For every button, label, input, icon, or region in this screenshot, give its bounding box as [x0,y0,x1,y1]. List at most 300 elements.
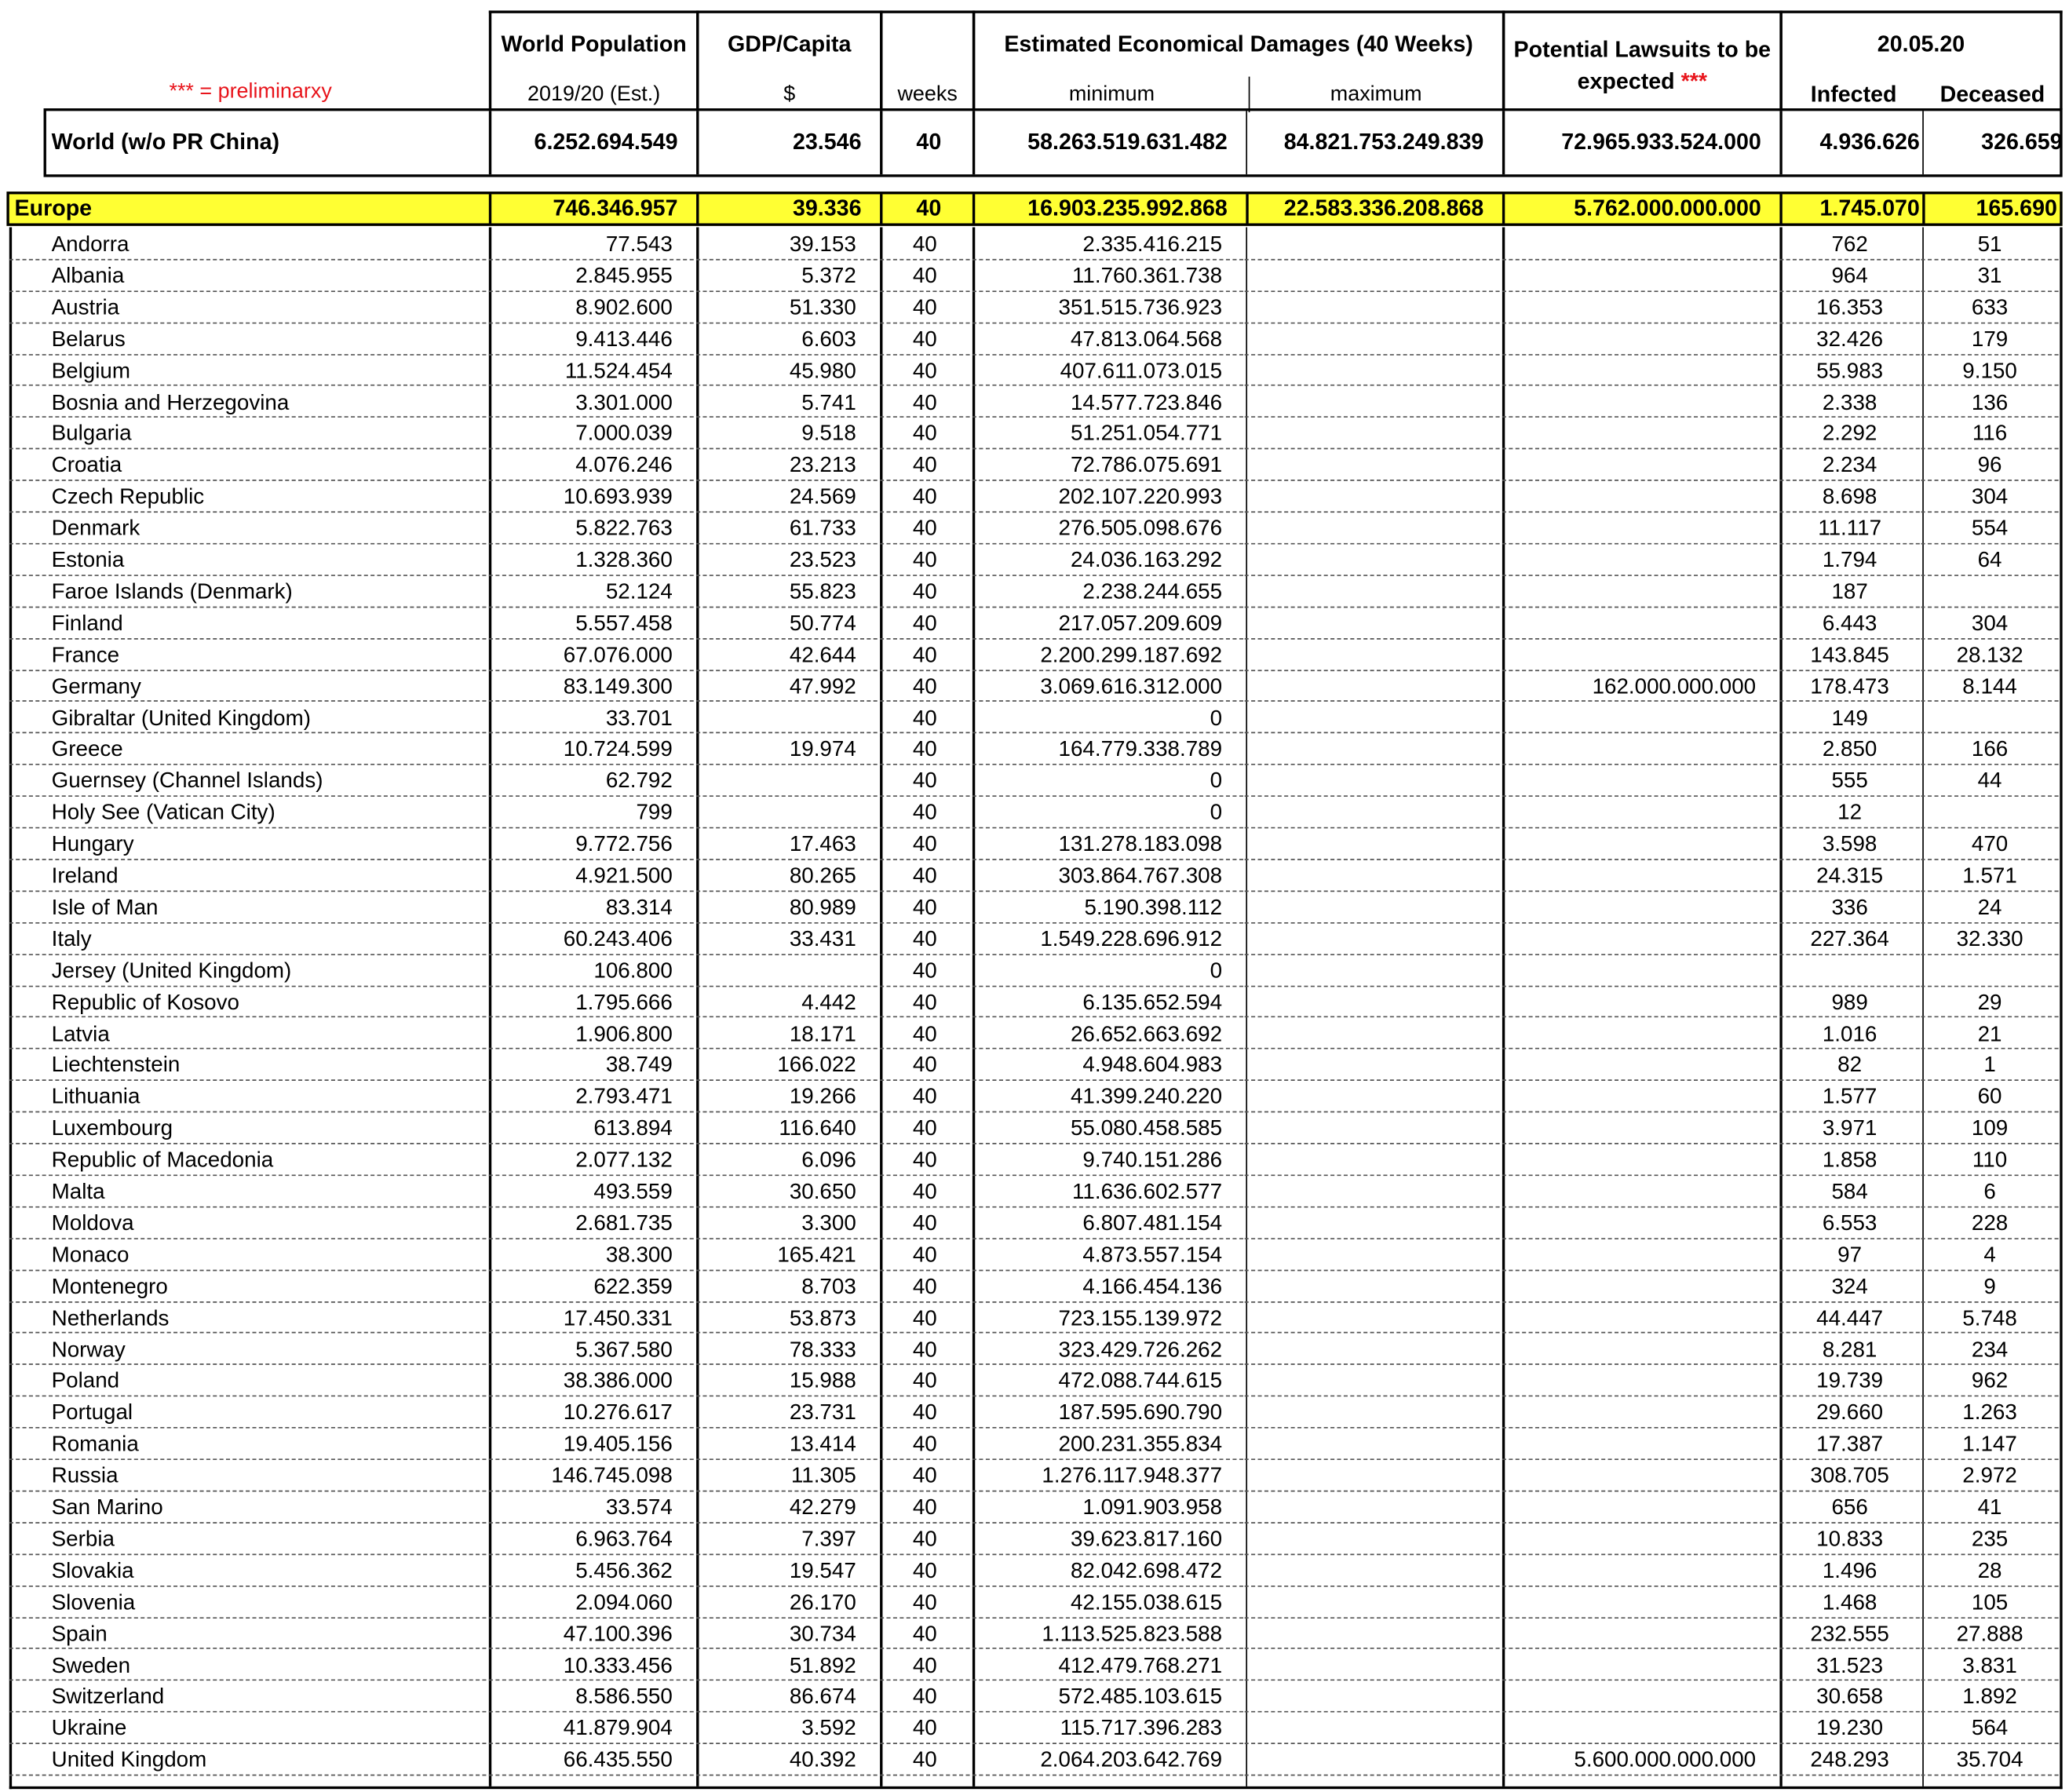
cell-infected [1779,954,1919,986]
table-row [9,734,2061,765]
cell-lawsuits [1502,1176,1777,1207]
cell-gdp [696,954,878,986]
cell-min: 39.623.817.160 [972,1524,1243,1555]
cell-gdp: 30.650 [696,1176,878,1207]
cell-lawsuits [1502,1018,1777,1049]
table-row [9,1681,2061,1713]
cell-weeks: 40 [880,1491,969,1523]
cell-population: 6.963.764 [489,1524,694,1555]
cell-deceased: 29 [1921,987,2059,1018]
cell-population: 2.094.060 [489,1586,694,1618]
cell-population: 38.749 [489,1049,694,1081]
cell-deceased: 41 [1921,1491,2059,1523]
cell-min: 24.036.163.292 [972,545,1243,576]
europe-gdp: 39.336 [792,195,862,221]
cell-min: 0 [972,703,1243,734]
cell-infected: 82 [1779,1049,1919,1081]
cell-infected: 6.443 [1779,608,1919,639]
cell-weeks: 40 [880,228,969,260]
cell-max [1245,1018,1500,1049]
cell-infected: 324 [1779,1271,1919,1302]
cell-weeks: 40 [880,670,969,702]
world-name: World (w/o PR China) [51,129,280,155]
world-gdp: 23.546 [792,129,862,155]
cell-infected: 1.858 [1779,1144,1919,1176]
cell-gdp: 8.703 [696,1271,878,1302]
cell-population: 1.906.800 [489,1018,694,1049]
cell-lawsuits [1502,923,1777,954]
cell-name: Italy [9,923,487,954]
cell-deceased: 31 [1921,260,2059,291]
cell-infected: 6.553 [1779,1207,1919,1239]
cell-min: 0 [972,797,1243,828]
cell-name: Slovenia [9,1586,487,1618]
header-lawsuits [1502,10,1783,109]
table-row [9,576,2061,608]
cell-gdp: 3.592 [696,1713,878,1744]
cell-gdp: 165.421 [696,1239,878,1271]
cell-lawsuits [1502,1555,1777,1586]
world-row [44,108,2063,177]
cell-name: Czech Republic [9,481,487,513]
cell-lawsuits [1502,418,1777,450]
cell-max [1245,1586,1500,1618]
cell-name: Bosnia and Herzegovina [9,386,487,418]
cell-max [1245,860,1500,892]
cell-weeks: 40 [880,765,969,797]
cell-weeks: 40 [880,1744,969,1776]
cell-deceased: 28 [1921,1555,2059,1586]
cell-deceased: 2.972 [1921,1460,2059,1491]
cell-min: 2.238.244.655 [972,576,1243,608]
cell-weeks: 40 [880,418,969,450]
table-row [9,1176,2061,1207]
cell-min: 323.429.726.262 [972,1334,1243,1365]
cell-deceased: 3.831 [1921,1650,2059,1681]
cell-max [1245,1650,1500,1681]
cell-lawsuits [1502,450,1777,481]
cell-deceased: 28.132 [1921,639,2059,670]
cell-deceased: 6 [1921,1176,2059,1207]
cell-population: 5.557.458 [489,608,694,639]
cell-population: 2.077.132 [489,1144,694,1176]
table-row [9,1524,2061,1555]
cell-infected: 2.234 [1779,450,1919,481]
cell-gdp: 19.547 [696,1555,878,1586]
cell-name: Moldova [9,1207,487,1239]
cell-weeks: 40 [880,1397,969,1429]
cell-weeks: 40 [880,1555,969,1586]
cell-max [1245,386,1500,418]
cell-infected: 31.523 [1779,1650,1919,1681]
cell-min: 164.779.338.789 [972,734,1243,765]
cell-name: Bulgaria [9,418,487,450]
cell-lawsuits [1502,1524,1777,1555]
cell-max [1245,1207,1500,1239]
cell-deceased: 1.147 [1921,1429,2059,1460]
table-row [9,860,2061,892]
cell-weeks: 40 [880,1049,969,1081]
cell-weeks: 40 [880,576,969,608]
table-row [9,228,2061,260]
cell-lawsuits [1502,734,1777,765]
table-row [9,292,2061,323]
cell-infected: 187 [1779,576,1919,608]
cell-gdp: 78.333 [696,1334,878,1365]
cell-max [1245,797,1500,828]
cell-name: Spain [9,1618,487,1649]
cell-max [1245,1239,1500,1271]
cell-name: Lithuania [9,1081,487,1112]
europe-deceased: 165.690 [1976,195,2057,221]
cell-lawsuits [1502,1713,1777,1744]
cell-gdp: 3.300 [696,1207,878,1239]
table-row [9,1207,2061,1239]
cell-weeks: 40 [880,1302,969,1334]
cell-max [1245,1618,1500,1649]
cell-name: Denmark [9,513,487,544]
cell-infected: 1.016 [1779,1018,1919,1049]
cell-weeks: 40 [880,860,969,892]
cell-population: 38.300 [489,1239,694,1271]
cell-max [1245,765,1500,797]
table-row [9,1650,2061,1681]
cell-min: 51.251.054.771 [972,418,1243,450]
cell-infected: 2.292 [1779,418,1919,450]
cell-gdp: 42.644 [696,639,878,670]
cell-deceased: 24 [1921,892,2059,923]
table-row [9,1429,2061,1460]
cell-lawsuits [1502,1239,1777,1271]
table-row [9,1302,2061,1334]
cell-max [1245,481,1500,513]
cell-max [1245,1144,1500,1176]
table-row [9,1618,2061,1649]
cell-deceased: 35.704 [1921,1744,2059,1776]
header-damages-max: maximum [1330,83,1422,106]
cell-max [1245,1555,1500,1586]
cell-weeks: 40 [880,450,969,481]
cell-weeks: 40 [880,829,969,860]
table-row [9,639,2061,670]
cell-gdp: 4.442 [696,987,878,1018]
cell-name: Guernsey (Channel Islands) [9,765,487,797]
cell-deceased: 179 [1921,323,2059,355]
cell-population: 62.792 [489,765,694,797]
table-row [9,1239,2061,1271]
cell-min: 407.611.073.015 [972,355,1243,386]
cell-deceased [1921,797,2059,828]
cell-min: 1.276.117.948.377 [972,1460,1243,1491]
cell-population: 106.800 [489,954,694,986]
cell-lawsuits [1502,1302,1777,1334]
cell-lawsuits [1502,1144,1777,1176]
cell-lawsuits [1502,1271,1777,1302]
cell-max [1245,829,1500,860]
cell-name: Portugal [9,1397,487,1429]
world-infected: 4.936.626 [1819,129,1920,155]
header-infected: Infected [1810,82,1897,108]
table-row [9,703,2061,734]
header-weeks [880,10,975,109]
cell-max [1245,576,1500,608]
cell-population: 5.456.362 [489,1555,694,1586]
cell-weeks: 40 [880,1618,969,1649]
cell-lawsuits [1502,860,1777,892]
cell-infected: 1.577 [1779,1081,1919,1112]
cell-population: 4.076.246 [489,450,694,481]
cell-max [1245,954,1500,986]
cell-gdp: 80.989 [696,892,878,923]
cell-deceased: 304 [1921,608,2059,639]
cell-max [1245,608,1500,639]
cell-lawsuits [1502,829,1777,860]
cell-max [1245,1460,1500,1491]
cell-infected: 44.447 [1779,1302,1919,1334]
table-row [9,323,2061,355]
cell-max [1245,734,1500,765]
cell-weeks: 40 [880,260,969,291]
cell-max [1245,1744,1500,1776]
cell-name: Monaco [9,1239,487,1271]
cell-min: 723.155.139.972 [972,1302,1243,1334]
cell-gdp: 19.974 [696,734,878,765]
cell-deceased: 564 [1921,1713,2059,1744]
cell-name: Republic of Kosovo [9,987,487,1018]
table-row [9,892,2061,923]
cell-gdp: 15.988 [696,1366,878,1397]
header-lawsuits-text: Potential Lawsuits to be expected [1513,37,1772,94]
cell-population: 493.559 [489,1176,694,1207]
cell-infected: 8.698 [1779,481,1919,513]
cell-population: 17.450.331 [489,1302,694,1334]
cell-infected: 555 [1779,765,1919,797]
cell-max [1245,670,1500,702]
cell-min: 351.515.736.923 [972,292,1243,323]
cell-deceased: 1.263 [1921,1397,2059,1429]
cell-weeks: 40 [880,1429,969,1460]
cell-max [1245,639,1500,670]
cell-name: Romania [9,1429,487,1460]
cell-name: Isle of Man [9,892,487,923]
cell-gdp: 5.741 [696,386,878,418]
cell-lawsuits [1502,1207,1777,1239]
europe-lawsuits: 5.762.000.000.000 [1574,195,1761,221]
cell-max [1245,1366,1500,1397]
cell-min: 72.786.075.691 [972,450,1243,481]
cell-lawsuits [1502,892,1777,923]
cell-name: Germany [9,670,487,702]
cell-deceased: 633 [1921,292,2059,323]
cell-max [1245,1681,1500,1713]
cell-name: Croatia [9,450,487,481]
header-damages [972,10,1505,109]
cell-max [1245,923,1500,954]
cell-name: Faroe Islands (Denmark) [9,576,487,608]
table-row [9,1271,2061,1302]
cell-weeks: 40 [880,1524,969,1555]
cell-deceased: 9 [1921,1271,2059,1302]
cell-max [1245,987,1500,1018]
table-row [9,987,2061,1018]
cell-weeks: 40 [880,1334,969,1365]
cell-gdp: 80.265 [696,860,878,892]
cell-max [1245,513,1500,544]
cell-infected: 8.281 [1779,1334,1919,1365]
cell-deceased: 962 [1921,1366,2059,1397]
cell-name: Netherlands [9,1302,487,1334]
cell-infected: 11.117 [1779,513,1919,544]
table-row [9,386,2061,418]
world-lawsuits: 72.965.933.524.000 [1561,129,1761,155]
cell-infected: 178.473 [1779,670,1919,702]
cell-deceased: 21 [1921,1018,2059,1049]
table-row [9,1366,2061,1397]
world-max: 84.821.753.249.839 [1283,129,1484,155]
cell-infected: 308.705 [1779,1460,1919,1491]
cell-name: Montenegro [9,1271,487,1302]
header-date [1779,10,2062,109]
cell-max [1245,892,1500,923]
world-population: 6.252.694.549 [534,129,678,155]
cell-min: 11.636.602.577 [972,1176,1243,1207]
cell-population: 146.745.098 [489,1460,694,1491]
cell-deceased: 109 [1921,1113,2059,1144]
cell-deceased [1921,954,2059,986]
cell-lawsuits [1502,576,1777,608]
cell-lawsuits [1502,703,1777,734]
legend-stars: *** [169,80,194,104]
table-row [9,545,2061,576]
cell-lawsuits [1502,1397,1777,1429]
header-weeks-sub: weeks [897,83,958,106]
table-row [9,923,2061,954]
cell-name: Sweden [9,1650,487,1681]
cell-weeks: 40 [880,1018,969,1049]
cell-weeks: 40 [880,734,969,765]
cell-max [1245,1113,1500,1144]
cell-weeks: 40 [880,797,969,828]
cell-name: Greece [9,734,487,765]
cell-gdp: 55.823 [696,576,878,608]
world-min: 58.263.519.631.482 [1027,129,1228,155]
cell-deceased: 110 [1921,1144,2059,1176]
cell-lawsuits [1502,1049,1777,1081]
cell-weeks: 40 [880,608,969,639]
cell-name: Latvia [9,1018,487,1049]
cell-name: Belarus [9,323,487,355]
cell-name: Ireland [9,860,487,892]
table-row [9,1744,2061,1776]
cell-max [1245,450,1500,481]
cell-name: Holy See (Vatican City) [9,797,487,828]
cell-population: 1.795.666 [489,987,694,1018]
cell-deceased: 4 [1921,1239,2059,1271]
cell-name: Malta [9,1176,487,1207]
cell-min: 0 [972,954,1243,986]
cell-gdp: 23.731 [696,1397,878,1429]
cell-weeks: 40 [880,545,969,576]
cell-infected: 248.293 [1779,1744,1919,1776]
cell-weeks: 40 [880,1081,969,1112]
cell-name: Austria [9,292,487,323]
cell-population: 77.543 [489,228,694,260]
cell-min: 412.479.768.271 [972,1650,1243,1681]
cell-lawsuits [1502,1586,1777,1618]
table-row [9,1018,2061,1049]
cell-infected: 656 [1779,1491,1919,1523]
cell-gdp: 6.096 [696,1144,878,1176]
cell-name: Gibraltar (United Kingdom) [9,703,487,734]
cell-gdp: 116.640 [696,1113,878,1144]
cell-infected: 227.364 [1779,923,1919,954]
cell-name: Albania [9,260,487,291]
cell-gdp: 51.330 [696,292,878,323]
cell-population: 10.724.599 [489,734,694,765]
cell-deceased: 116 [1921,418,2059,450]
cell-deceased: 304 [1921,481,2059,513]
cell-min: 26.652.663.692 [972,1018,1243,1049]
cell-weeks: 40 [880,639,969,670]
table-row [9,1491,2061,1523]
cell-gdp [696,765,878,797]
cell-population: 10.693.939 [489,481,694,513]
cell-infected: 149 [1779,703,1919,734]
cell-min: 6.807.481.154 [972,1207,1243,1239]
cell-infected: 584 [1779,1176,1919,1207]
cell-infected: 10.833 [1779,1524,1919,1555]
cell-min: 42.155.038.615 [972,1586,1243,1618]
cell-lawsuits [1502,355,1777,386]
cell-weeks: 40 [880,1586,969,1618]
cell-gdp [696,703,878,734]
cell-infected: 29.660 [1779,1397,1919,1429]
cell-lawsuits [1502,260,1777,291]
cell-deceased: 96 [1921,450,2059,481]
cell-gdp: 45.980 [696,355,878,386]
table-row [9,1397,2061,1429]
cell-min: 6.135.652.594 [972,987,1243,1018]
cell-name: Luxembourg [9,1113,487,1144]
table-row [9,1460,2061,1491]
table-row [9,954,2061,986]
cell-min: 472.088.744.615 [972,1366,1243,1397]
cell-max [1245,1491,1500,1523]
cell-name: San Marino [9,1491,487,1523]
cell-population: 83.149.300 [489,670,694,702]
cell-population: 60.243.406 [489,923,694,954]
cell-lawsuits [1502,386,1777,418]
cell-max [1245,1271,1500,1302]
header-gdp-title: GDP/Capita [728,31,852,57]
cell-min: 1.113.525.823.588 [972,1618,1243,1649]
cell-lawsuits [1502,1681,1777,1713]
cell-infected: 3.971 [1779,1113,1919,1144]
cell-min: 276.505.098.676 [972,513,1243,544]
cell-gdp: 47.992 [696,670,878,702]
cell-min: 14.577.723.846 [972,386,1243,418]
cell-weeks: 40 [880,1271,969,1302]
cell-infected: 232.555 [1779,1618,1919,1649]
cell-lawsuits [1502,545,1777,576]
cell-lawsuits [1502,292,1777,323]
cell-min: 2.335.416.215 [972,228,1243,260]
cell-infected: 55.983 [1779,355,1919,386]
header-date-title: 20.05.20 [1877,31,1965,57]
cell-population: 4.921.500 [489,860,694,892]
cell-min: 0 [972,765,1243,797]
header-damages-min: minimum [1068,83,1155,106]
